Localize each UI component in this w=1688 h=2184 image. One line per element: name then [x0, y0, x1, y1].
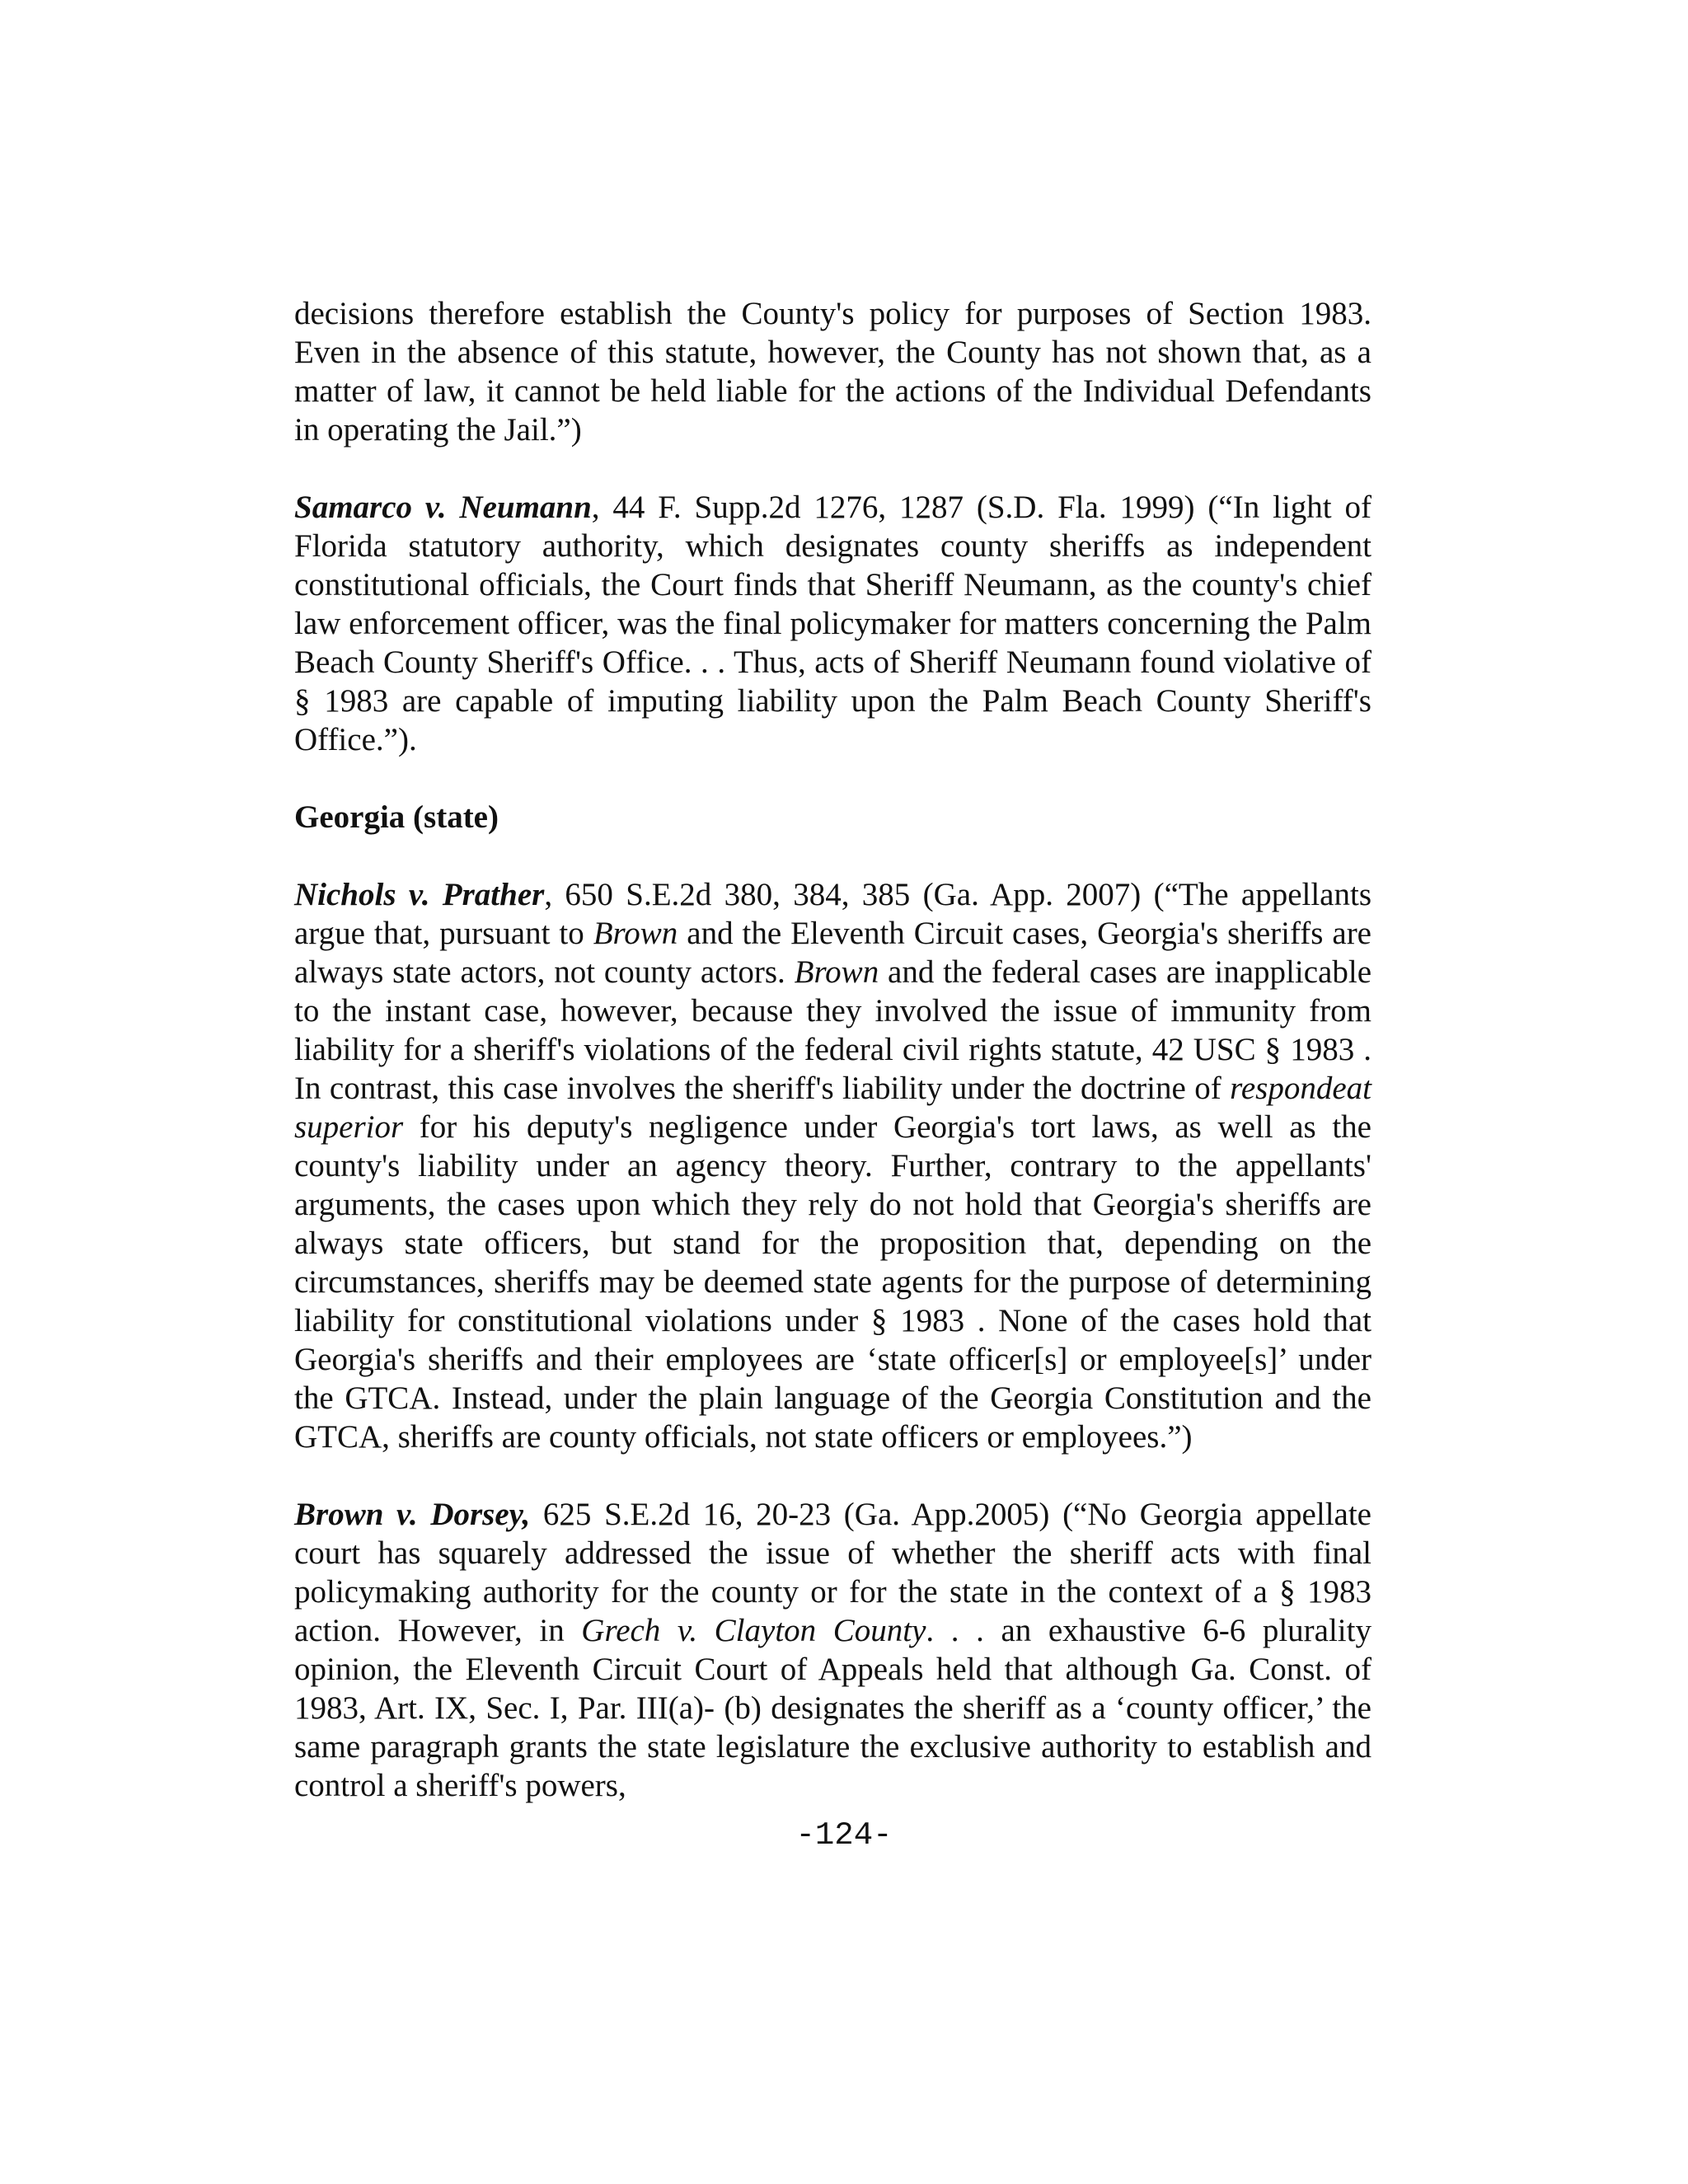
case-name: Nichols v. Prather [294, 877, 545, 912]
body-text: , 44 F. Supp.2d 1276, 1287 (S.D. Fla. 1999) (“In light of Florida statutory authority, which designates county sheriffs as independent constitutional officials, the Court finds that Sheriff Neumann, as the county's chief law enforcement officer, was the final policymaker for matters concerning the Palm Beach County Sheriff's Office. . . Thus, acts of Sheriff Neumann found violative of § 1983 are capable of imputing liability upon the Palm Beach County Sheriff's Office.”). [294, 490, 1372, 757]
page-body [294, 294, 1372, 1805]
continuation-paragraph [294, 294, 1372, 449]
italic-term: Grech v. Clayton County [581, 1613, 926, 1648]
case-name: Samarco v. Neumann [294, 490, 592, 525]
body-text: and the Eleventh Circuit cases, Georgia's sheriffs are always state actors, not county actors. [294, 916, 1372, 990]
brown-citation [294, 1495, 1372, 1805]
page-number: -124- [795, 1817, 893, 1854]
body-text: , 650 S.E.2d 380, 384, 385 (Ga. App. 2007) (“The appellants argue that, pursuant to [294, 877, 1372, 951]
samarco-citation [294, 488, 1372, 759]
italic-term: Brown [794, 954, 879, 990]
italic-term: respondeat superior [294, 1071, 1372, 1145]
body-text: and the federal cases are inapplicable to the instant case, however, because they involved the issue of immunity from liability for a sheriff's violations of the federal civil rights statute, 42 USC § 1983 . In contrast, this case involves the sheriff's liability under the doctrine of [294, 954, 1372, 1106]
case-name: Brown v. Dorsey, [294, 1497, 531, 1532]
italic-term: Brown [593, 916, 678, 951]
body-text: decisions therefore establish the County's policy for purposes of Section 1983. Even in the absence of this statute, however, the County has not shown that, as a matter of law, it cannot be held liable for the actions of the Individual Defendants in operating the Jail.”) [294, 296, 1372, 448]
body-text: 625 S.E.2d 16, 20-23 (Ga. App.2005) (“No Georgia appellate court has squarely addressed the issue of whether the sheriff acts with final policymaking authority for the county or for the state in the context of a § 1983 action. However, in [294, 1497, 1372, 1648]
georgia-heading [294, 798, 1372, 837]
body-text: for his deputy's negligence under Georgia's tort laws, as well as the county's liability under an agency theory. Further, contrary to the appellants' arguments, the cases upon which they rely do not hold that Georgia's sheriffs are always state officers, but stand for the proposition that, depending on the circumstances, sheriffs may be deemed state agents for the purpose of determining liability for constitutional violations under § 1983 . None of the cases hold that Georgia's sheriffs and their employees are ‘state officer[s] or employee[s]’ under the GTCA. Instead, under the plain language of the Georgia Constitution and the GTCA, sheriffs are county officials, not state officers or employees.”) [294, 1109, 1372, 1455]
body-text: Georgia (state) [294, 799, 499, 835]
body-text: . . . an exhaustive 6-6 plurality opinion, the Eleventh Circuit Court of Appeals held that although Ga. Const. of 1983, Art. IX, Sec. I, Par. III(a)- (b) designates the sheriff as a ‘county officer,’ the same paragraph grants the state legislature the exclusive authority to establish and control a sheriff's powers, [294, 1613, 1372, 1803]
nichols-citation [294, 875, 1372, 1456]
